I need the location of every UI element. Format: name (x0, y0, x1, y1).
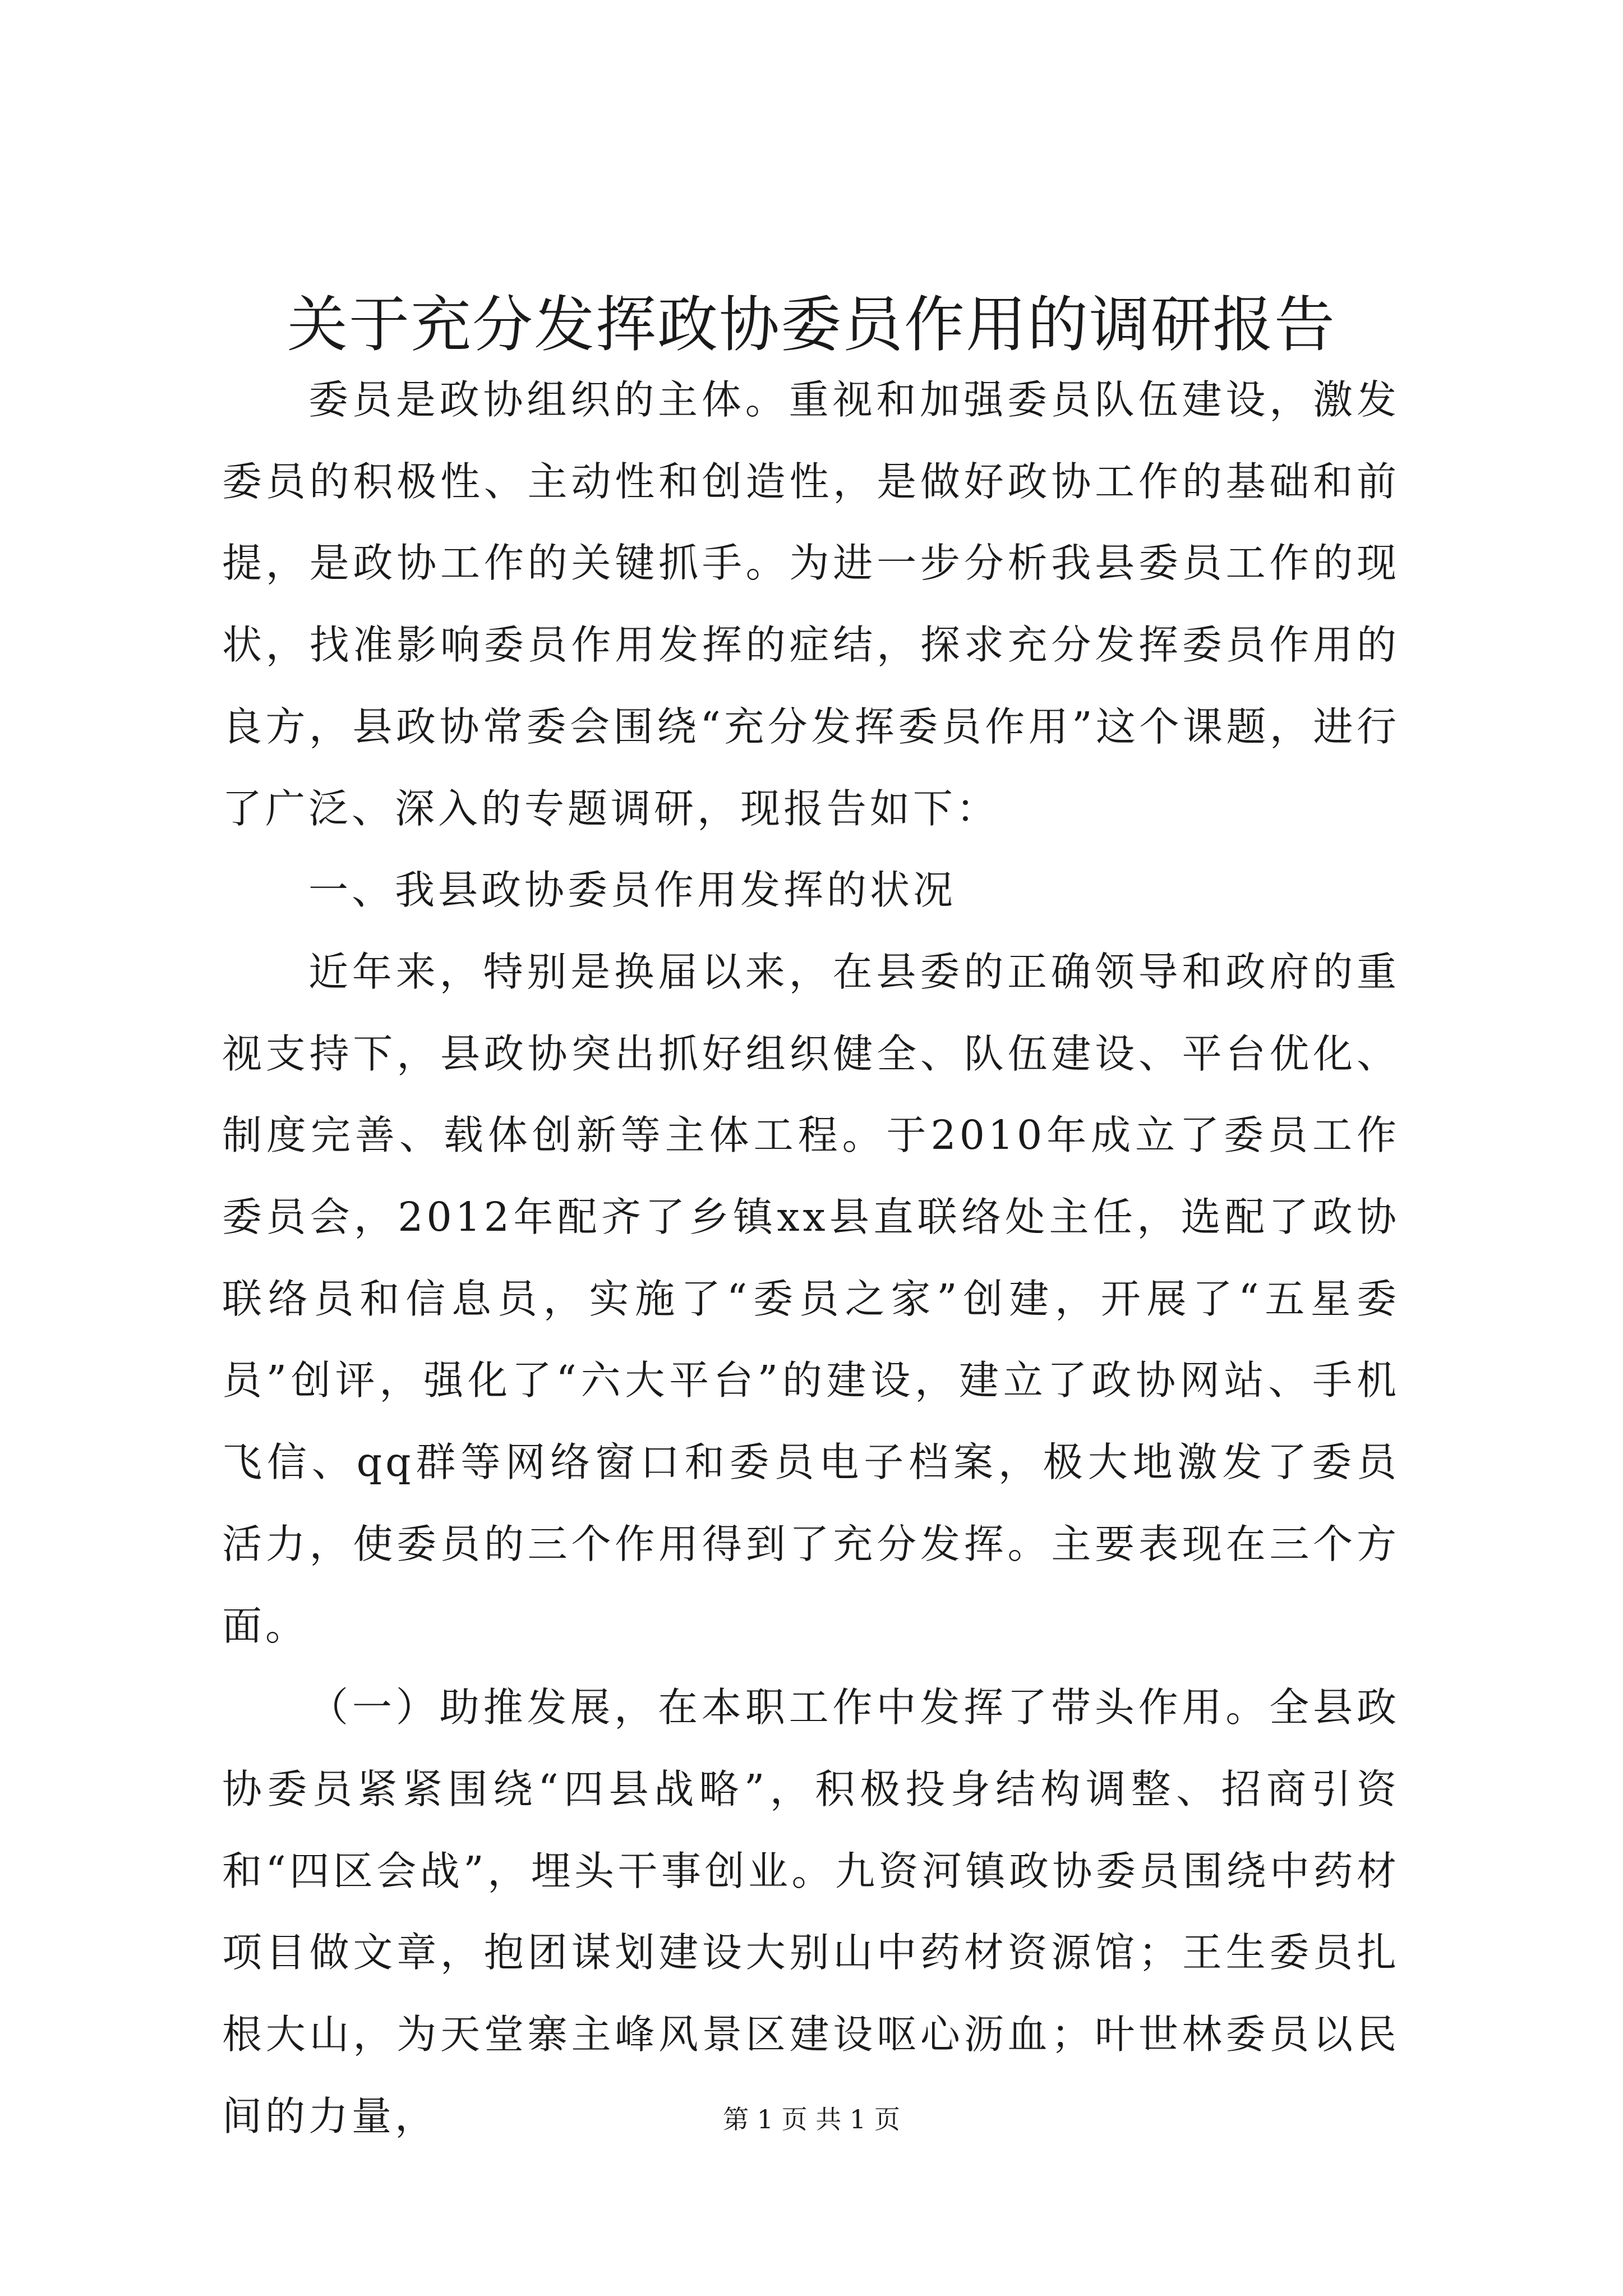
section-heading-1: 一、我县政协委员作用发挥的状况 (308, 867, 957, 914)
paragraph-subsection-1: （一）助推发展，在本职工作中发挥了带头作用。全县政协委员紧紧围绕“四县战略”，积极投身结构调整、招商引资和“四区会战”，埋头干事创业。九资河镇政协委员围绕中药材项目做文章，抱团谋划建设大别山中药材资源馆；王生委员扎根大山，为天堂寨主峰风景区建设呕心沥血；叶世林委员以民间的力量， (222, 1684, 1400, 2139)
document-title: 关于充分发挥政协委员作用的调研报告 (287, 290, 1336, 360)
page-footer: 第 1 页 共 1 页 (723, 2104, 900, 2134)
document-body (222, 359, 1400, 2157)
paragraph-status: 近年来，特别是换届以来，在县委的正确领导和政府的重视支持下，县政协突出抓好组织健全、队伍建设、平台优化、制度完善、载体创新等主体工程。于2010年成立了委员工作委员会，2012年配齐了乡镇xx县直联络处主任，选配了政协联络员和信息员，实施了“委员之家”创建，开展了“五星委员”创评，强化了“六大平台”的建设，建立了政协网站、手机飞信、qq群等网络窗口和委员电子档案，极大地激发了委员活力，使委员的三个作用得到了充分发挥。主要表现在三个方面。 (222, 948, 1400, 1649)
paragraph-intro: 委员是政协组织的主体。重视和加强委员队伍建设，激发委员的积极性、主动性和创造性，是做好政协工作的基础和前提，是政协工作的关键抓手。为进一步分析我县委员工作的现状，找准影响委员作用发挥的症结，探求充分发挥委员作用的良方，县政协常委会围绕“充分发挥委员作用”这个课题，进行了广泛、深入的专题调研，现报告如下： (222, 376, 1400, 832)
